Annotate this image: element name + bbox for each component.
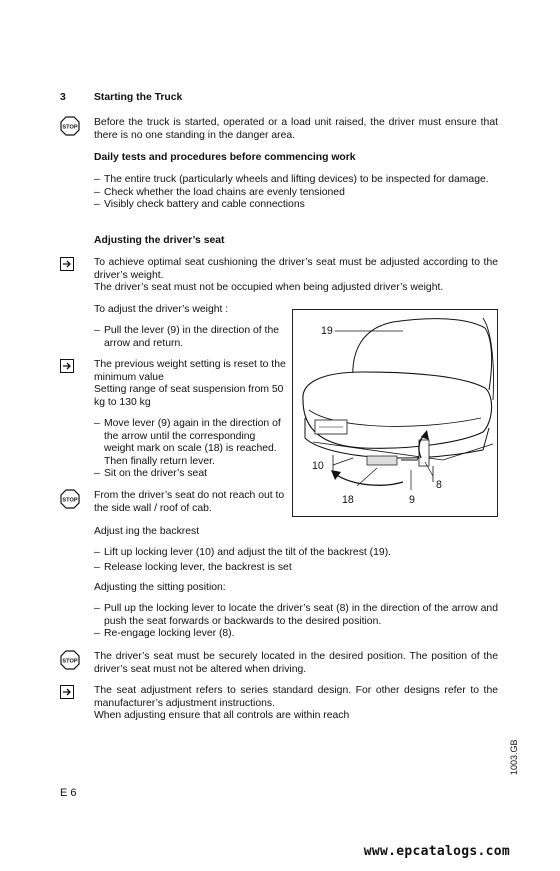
reset-note-line1: The previous weight setting is reset to the minimum value (94, 359, 286, 383)
weight-intro: To adjust the driver’s weight : (94, 304, 229, 315)
arrow-right-icon (60, 359, 74, 373)
section-number: 3 (60, 92, 66, 103)
arrow-right-icon (60, 257, 74, 271)
list-item: – Sit on the driver’s seat (94, 468, 286, 481)
watermark: www.epcatalogs.com (363, 844, 510, 860)
weight-steps-1 (94, 325, 286, 350)
backrest-heading: Adjust ing the backrest (94, 526, 200, 537)
label-19: 19 (321, 325, 333, 337)
label-18: 18 (342, 494, 354, 506)
backrest-list (94, 547, 498, 574)
sitting-heading: Adjusting the sitting position: (94, 582, 226, 593)
seat-heading: Adjusting the driver’s seat (94, 235, 225, 246)
seat-note-line2: The driver’s seat must not be occupied when being adjusted driver’s weight. (94, 282, 444, 294)
svg-text:STOP: STOP (62, 497, 78, 504)
page-number: E 6 (60, 787, 77, 799)
stop-icon (60, 489, 80, 509)
stop-icon (60, 116, 80, 136)
sitting-list (94, 603, 498, 641)
final-note-line1: The seat adjustment refers to series standard design. For other designs refer to the manufacturer’s adjustment instructions. (94, 685, 498, 709)
list-item: – Pull the lever (9) in the direction of the arrow and return. (94, 325, 286, 350)
weight-steps-2 (94, 418, 286, 481)
intro-warning: Before the truck is started, operated or a load unit raised, the driver must ensure that there is no one standing in the danger area. (94, 117, 498, 141)
reset-note (94, 359, 286, 409)
label-8: 8 (436, 479, 442, 491)
seat-figure (292, 309, 498, 517)
reset-note-line2: Setting range of seat suspension from 50 kg to 130 kg (94, 384, 284, 408)
list-item: – Move lever (9) again in the direction of the arrow until the corresponding weight mark on scale (18) is reached. Then finally return lever. (94, 418, 286, 468)
final-note-line2: When adjusting ensure that all controls are within reach (94, 710, 350, 722)
list-item: – Check whether the load chains are evenly tensioned (94, 187, 498, 200)
arrow-right-icon (60, 685, 74, 699)
section-title: Starting the Truck (94, 92, 183, 103)
seat-note-line1: To achieve optimal seat cushioning the driver’s seat must be adjusted according to the driver’s weight. (94, 257, 498, 281)
label-10: 10 (312, 460, 324, 472)
daily-list (94, 174, 498, 212)
svg-text:STOP: STOP (62, 124, 78, 131)
doc-code: 1003.GB (509, 739, 519, 775)
svg-text:STOP: STOP (62, 658, 78, 665)
stop-icon (60, 650, 80, 670)
final-note (94, 685, 498, 723)
list-item: – Re-engage locking lever (8). (94, 628, 498, 641)
secure-warning: The driver’s seat must be securely located in the desired position. The position of the driver’s seat must not be altered when driving. (94, 651, 498, 675)
list-item: – Release locking lever, the backrest is set (94, 562, 498, 575)
list-item: – Lift up locking lever (10) and adjust the tilt of the backrest (19). (94, 547, 498, 560)
seat-note (94, 257, 498, 295)
seat-illustration (293, 310, 498, 517)
list-item: – The entire truck (particularly wheels and lifting devices) to be inspected for damage. (94, 174, 498, 187)
label-9: 9 (409, 494, 415, 506)
list-item: – Pull up the locking lever to locate the driver’s seat (8) in the direction of the arrow and push the seat forwards or backwards to the desired position. (94, 603, 498, 628)
reach-warning: From the driver’s seat do not reach out to the side wall / roof of cab. (94, 490, 285, 514)
daily-heading: Daily tests and procedures before commencing work (94, 152, 356, 163)
list-item: – Visibly check battery and cable connections (94, 199, 498, 212)
